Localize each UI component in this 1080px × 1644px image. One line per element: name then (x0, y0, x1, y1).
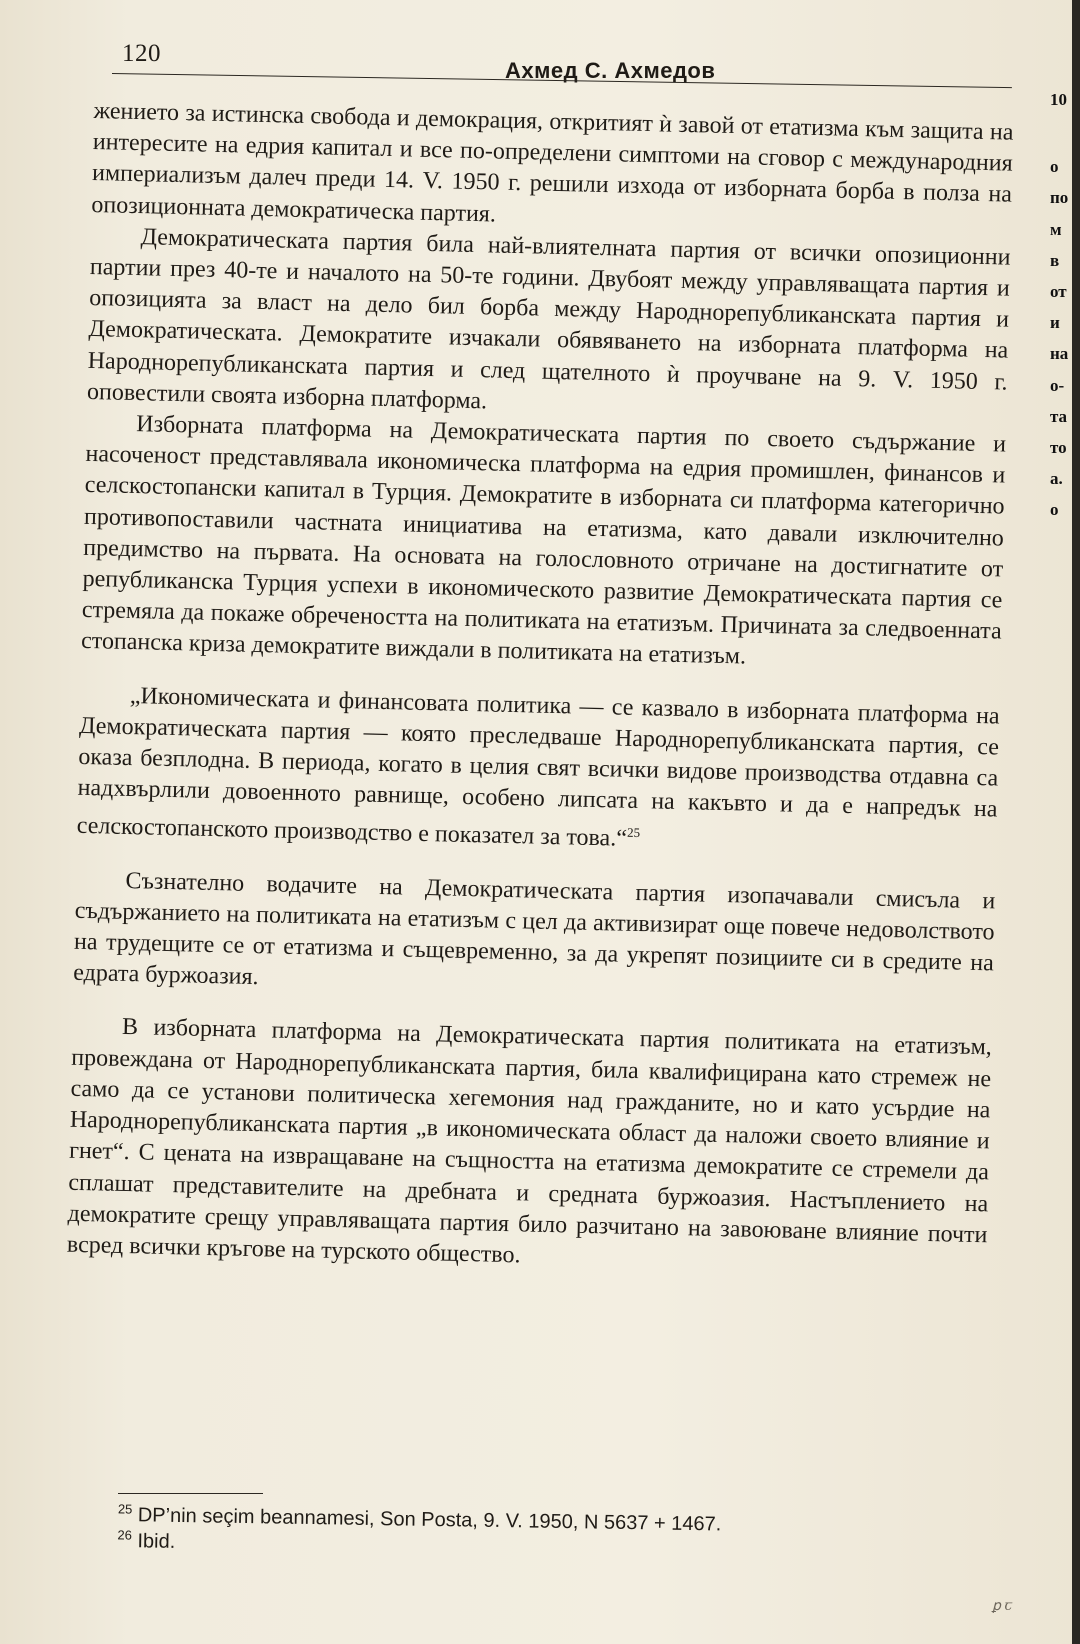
paragraph: В изборната платформа на Демократическата партия политиката на етатизъм, провеждана от Народнорепубликанската партия, била квалифицирана като стремеж не само да се установи политическа хегемония над гражданите, но и като усърдие на Народнорепубликанската партия „в икономическата област да наложи своето влияние и гнет“. С цената на извращаване на същността на етатизма демократите се стремели да сплашат представителите на дребната и средната буржоазия. Настъплението на демократите срещу управляващата партия било разчитано на завоюване влияние почти всред всички кръгове на турското общество. (66, 1014, 993, 1269)
quotation-paragraph (76, 679, 1000, 864)
adjacent-page-fragments (1050, 90, 1074, 525)
margin-fragment: в (1050, 250, 1060, 270)
footnote-rule (118, 1493, 263, 1494)
margin-fragment: та (1050, 406, 1068, 426)
margin-fragment: о (1050, 500, 1059, 520)
footnote-text: DP’nin seçim beannamesi, Son Posta, 9. V. 1950, N 5637 + 1467. (137, 1504, 722, 1536)
margin-fragment: о (1050, 157, 1059, 177)
margin-fragment: по (1050, 188, 1069, 208)
paragraph: Демократическата партия била най-влиятелната партия от всички опозиционни партии през 40-те и началото на 50-те години. Двубоят между управляващата партия и опозицията за власт на дело бил борба между Народнорепубликанската партия и Демократическата. Демократите изчакали обявяването на изборната платформа на Народнорепубликанската партия и след щателното ѝ проучване на 9. V. 1950 г. оповестили своята изборна платформа. (86, 223, 1011, 415)
body-text (67, 96, 1014, 1282)
paragraph: Изборната платформа на Демократическата партия по своето съдържание и насоченост представлявала икономическа платформа на едрия промишлен, финансов и селскостопански капитал в Турция. Демократите в изборната си платформа категорично противопоставили частната инициатива на етатизма, като давали изключително предимство на първата. На основата на голословното отричане на достигнатите от републиканска Турция успехи в икономическото развитие Демократическата партия се стремяла да покаже обречеността на политиката на етатизъм. Причината за следвоенната стопанска криза демократите виждали в политиката на етатизъм. (80, 411, 1007, 670)
footnote-text: Ibid. (137, 1530, 176, 1553)
margin-fragment: и (1050, 313, 1060, 333)
margin-fragment: от (1050, 281, 1067, 301)
margin-fragment: о- (1050, 375, 1065, 395)
quotation-text: „Икономическата и финансовата политика — се казвало в изборната платформа на Демократическата партия — която преследваше Народнорепубликанската партия, се оказа безплодна. В периода, когато в целия свят всички видове производства отдавна са надхвърлили довоенното равнище, особено липсата на какъвто и да е напредък на селскостопанското производство е показател за това.“ (76, 682, 1000, 853)
footnotes (117, 1502, 978, 1568)
margin-fragment: а. (1050, 469, 1063, 489)
page-number: 120 (122, 40, 161, 67)
corner-mark: ꝑ ꞇ (992, 1599, 1013, 1614)
margin-fragment: 10 (1050, 90, 1067, 109)
margin-fragment: на (1050, 344, 1069, 364)
paragraph: Съзнателно водачите на Демократическата партия изопачавали смисъла и съдържанието на политиката на етатизъм с цел да активизират още повече недоволството на трудещите се от етатизма и същевременно, за да укрепят позициите си в средите на едрата буржоазия. (73, 867, 996, 991)
paragraph: жението за истинска свобода и демокрация, откритият ѝ завой от етатизма към защита на интересите на едрия капитал и все по-определени симптоми на сговор с международния империализъм далеч преди 14. V. 1950 г. решили изхода от изборната борба в полза на опозиционната демократическа партия. (91, 97, 1014, 228)
margin-fragment: м (1050, 219, 1062, 239)
footnote-number: 26 (117, 1527, 133, 1543)
margin-fragment: то (1050, 437, 1067, 457)
footnote-number: 25 (117, 1501, 133, 1517)
running-head: Ахмед С. Ахмедов (505, 58, 716, 83)
footnote-ref: 25 (626, 825, 641, 841)
